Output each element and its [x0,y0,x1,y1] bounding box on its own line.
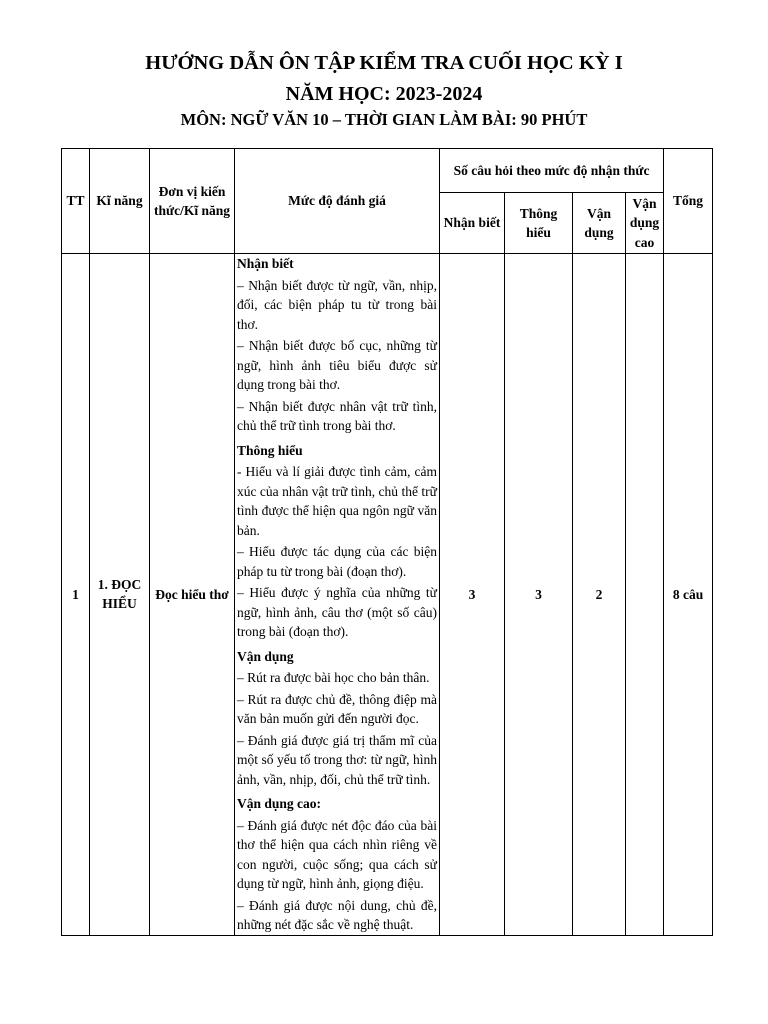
level-item: – Đánh giá được nét độc đáo của bài thơ thể hiện qua cách nhìn riêng về con người, cuộc sống; qua cách sử dụng từ ngữ, hình ảnh, giọng điệu. [237,817,437,891]
school-year: NĂM HỌC: 2023-2024 [285,83,483,105]
level-item: – Nhận biết được bố cục, những từ ngữ, hình ảnh tiêu biểu được sử dụng trong bài thơ. [237,338,437,392]
col-header-unit: Đơn vị kiến thức/Kĩ năng [150,149,235,254]
row-tt: 1 [62,254,90,936]
level-heading: Vận dụng cao: [237,796,322,811]
table-row [62,254,713,936]
col-header-recognize: Nhận biết [440,193,505,254]
col-header-apply: Vận dụng [573,193,626,254]
level-item: – Nhận biết được từ ngữ, vần, nhịp, đối, các biện pháp tu từ trong bài thơ. [237,277,437,332]
header-row-1 [62,149,713,193]
level-heading: Thông hiểu [237,442,303,458]
col-header-apply-high: Vận dụng cao [626,193,664,254]
level-apply [237,647,437,790]
col-header-question-group: Số câu hỏi theo mức độ nhận thức [440,149,664,193]
level-heading: Vận dụng [237,648,294,664]
level-heading: Nhận biết [237,256,294,271]
row-recognize-count: 3 [440,254,505,936]
assessment-matrix-table [61,148,713,936]
level-item: – Nhận biết được nhân vật trữ tình, chủ thể trữ tình trong bài thơ. [237,398,437,433]
row-level-description [235,254,440,936]
level-item: – Rút ra được chủ đề, thông điệp mà văn bản muốn gửi đến người đọc. [237,691,437,726]
row-understand-count: 3 [505,254,573,936]
col-header-tt: TT [62,149,90,254]
level-item: – Rút ra được bài học cho bản thân. [237,670,430,685]
col-header-understand: Thông hiểu [505,193,573,254]
row-total: 8 câu [664,254,713,936]
row-apply-high-count [626,254,664,936]
row-skill: 1. ĐỌC HIỂU [90,254,150,936]
level-recognize [237,254,437,436]
row-unit: Đọc hiểu thơ [150,254,235,936]
col-header-skill: Kĩ năng [90,149,150,254]
level-item: - Hiểu và lí giải được tình cảm, cảm xúc của nhân vật trữ tình, chủ thể trữ tình được thể hiện qua ngôn ngữ văn bản. [237,464,437,538]
col-header-level: Mức độ đánh giá [235,149,440,254]
level-item: – Hiểu được tác dụng của các biện pháp tu từ trong bài (đoạn thơ). [237,544,437,579]
level-item: – Hiểu được ý nghĩa của những từ ngữ, hình ảnh, câu thơ (một số câu) trong bài (đoạn thơ). [237,585,437,639]
level-item: – Đánh giá được nội dung, chủ đề, những nét đặc sắc về nghệ thuật. [237,897,437,932]
col-header-total: Tổng [664,149,713,254]
row-apply-count: 2 [573,254,626,936]
document-title: HƯỚNG DẪN ÔN TẬP KIỂM TRA CUỐI HỌC KỲ I [145,52,623,74]
level-apply-high [237,794,437,935]
subject-line: MÔN: NGỮ VĂN 10 – THỜI GIAN LÀM BÀI: 90 PHÚT [180,110,588,129]
level-understand [237,441,437,642]
level-item: – Đánh giá được giá trị thẩm mĩ của một số yếu tố trong thơ: từ ngữ, hình ảnh, vần, nhịp, đối, chủ thể trữ tình. [237,732,437,787]
